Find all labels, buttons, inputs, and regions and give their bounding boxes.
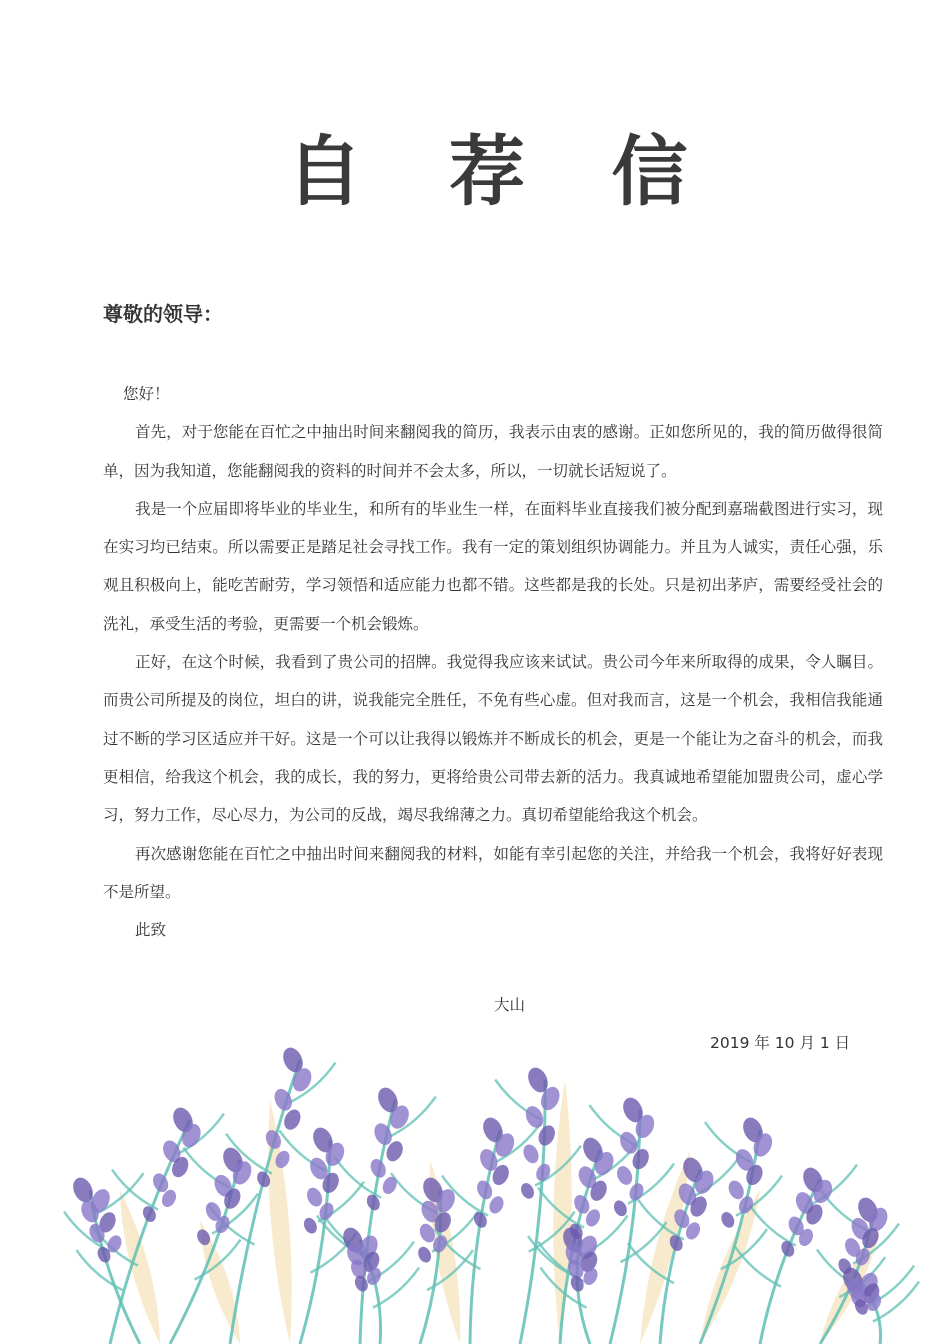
- lavender-floret: [627, 1181, 646, 1203]
- lavender-floret: [521, 1142, 542, 1166]
- lavender-floret: [534, 1161, 553, 1183]
- letter-paragraph: 再次感谢您能在百忙之中抽出时间来翻阅我的材料，如能有幸引起您的关注，并给我一个机会，我将好好表现不是所望。: [103, 844, 883, 901]
- lavender-floret: [474, 1178, 495, 1202]
- letter-paragraph: 正好，在这个时候，我看到了贵公司的招牌。我觉得我应该来试试。贵公司今年来所取得的成果，令人瞩目。而贵公司所提及的岗位，坦白的讲，说我能完全胜任，不免有些心虚。但对我而言，这是一个机会，我相信我能通过不断的学习区适应并干好。这是一个可以让我得以锻炼并不断成长的机会，更是一个能让为之奋斗的机会，而我更相信，给我这个机会，我的成长，我的努力，更将给贵公司带去新的活力。我真诚地希望能加盟贵公司，虚心学习，努力工作，尽心尽力，为公司的反战，竭尽我绵薄之力。真切希望能给我这个机会。: [103, 653, 883, 825]
- lavender-flowers-icon: [0, 1040, 950, 1344]
- lavender-floret: [368, 1156, 389, 1180]
- letter-greeting: 您好！: [123, 385, 170, 403]
- lavender-floret: [519, 1181, 537, 1201]
- letter-closing: 此致: [135, 921, 167, 940]
- letter-paragraph: 我是一个应届即将毕业的毕业生，和所有的毕业生一样，在面料毕业直接我们被分配到嘉瑞截图进行实习，现在实习均已结束。所以需要正是踏足社会寻找工作。我有一定的策划组织协调能力。并且为人诚实，责任心强，乐观且积极向上，能吃苦耐劳，学习领悟和适应能力也都不错。这些都是我的长处。只是初出茅庐，需要经受社会的洗礼，承受生活的考验，更需要一个机会锻炼。: [103, 499, 883, 633]
- lavender-floret: [304, 1185, 325, 1209]
- lavender-floret: [416, 1245, 434, 1265]
- letter-signature: 大山: [494, 996, 526, 1014]
- lavender-floret: [568, 1274, 586, 1294]
- lavender-floret: [271, 1086, 295, 1113]
- letter-title: 自 荐 信: [286, 127, 718, 216]
- letter-body: [103, 375, 883, 949]
- letter-date: 2019 年 10 月 1 日: [710, 1034, 851, 1052]
- letter-salutation: 尊敬的领导：: [103, 302, 223, 326]
- lavender-floret: [471, 1210, 489, 1230]
- lavender-floret: [779, 1239, 797, 1259]
- leaf: [112, 1170, 158, 1210]
- gold-leaf: [640, 1150, 690, 1344]
- letter-paragraph: 首先，对于您能在百忙之中抽出时间来翻阅我的简历，我表示由衷的感谢。正如您所见的，我的简历做得很简单，因为我知道，您能翻阅我的资料的时间并不会太多，所以，一切就长话短说了。: [103, 423, 883, 480]
- lavender-floret: [614, 1164, 635, 1188]
- lavender-floret: [719, 1210, 737, 1230]
- lavender-floret: [380, 1174, 399, 1196]
- lavender-floret: [301, 1216, 319, 1236]
